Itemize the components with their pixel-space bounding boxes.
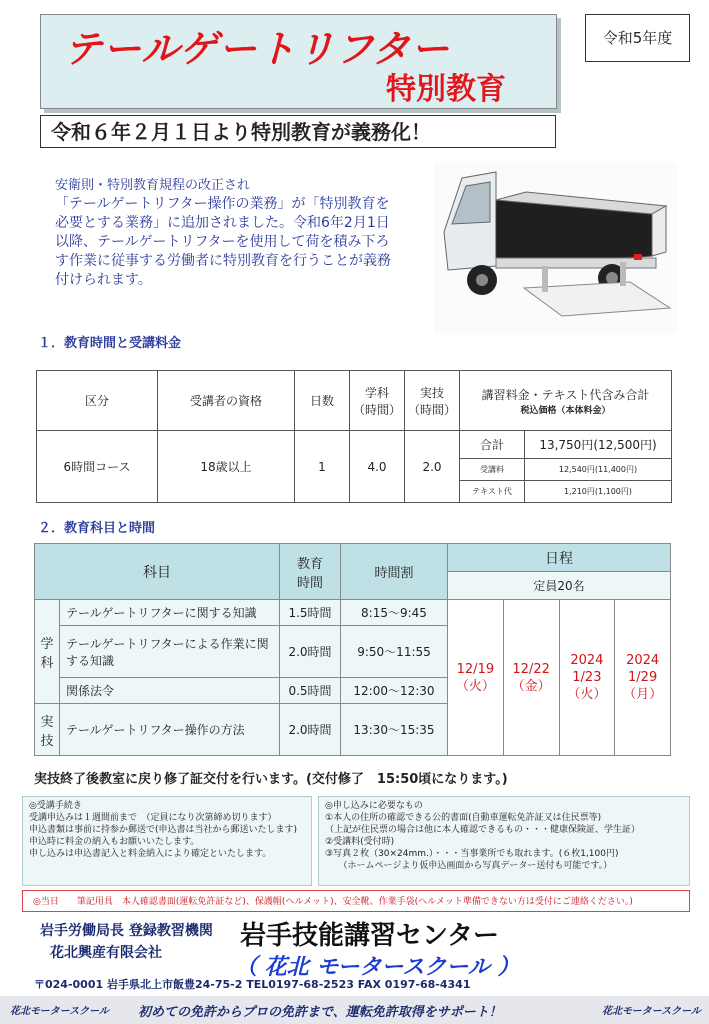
fee-value: 1,210円(1,100円) (525, 481, 672, 503)
intro-body: 「テールゲートリフター操作の業務」が「特別教育を必要とする業務」に追加されました。令和6年2月1日以降、テールゲートリフターを使用して荷を積み下ろす作業に従事する労働者に特別教育を行うことが義務付けられます。 (55, 196, 391, 288)
section2-title: ２．教育科目と時間 (38, 521, 156, 536)
fee-value: 12,540円(11,400円) (525, 459, 672, 481)
col-division: 区分 (37, 371, 158, 431)
col-qualification: 受講者の資格 (158, 371, 295, 431)
fee-note: 税込価格（本体料金） (520, 405, 611, 416)
col-schedule: 時間割 (341, 544, 448, 600)
fee-heading: 講習料金・テキスト代含み合計 (481, 387, 650, 402)
course-name: 6時間コース (37, 431, 158, 503)
subject-name: テールゲートリフターに関する知識 (60, 600, 280, 626)
subject-time: 8:15～9:45 (341, 600, 448, 626)
col-hours: 教育 時間 (280, 544, 341, 600)
center-name: 岩手技能講習センター (240, 921, 499, 951)
col-practice: 実技 （時間） (405, 371, 460, 431)
intro-lead: 安衛則・特別教育規程の改正され (55, 178, 251, 193)
section1-title: １．教育時間と受講料金 (38, 336, 182, 351)
course-qualification: 18歳以上 (158, 431, 295, 503)
footer-logo-left: 花北モータースクール (10, 1006, 109, 1017)
requirements-box (318, 796, 690, 886)
col-fee (460, 371, 672, 431)
requirements-title: ◎申し込みに必要なもの (325, 801, 423, 811)
course-practice: 2.0 (405, 431, 460, 503)
headline-bar: 令和６年２月１日より特別教育が義務化！ (40, 115, 556, 148)
subject-name: 関係法令 (60, 678, 280, 704)
subject-time: 13:30～15:35 (341, 704, 448, 756)
fee-label: 受講料 (460, 459, 525, 481)
date-1: 12/19 （火） (448, 600, 504, 756)
procedure-body: 受講申込みは１週間前まで （定員になり次第締め切ります） 申込書類は事前に持参か郵送で(申込書は当社から郵送いたします) 申込時に料金の納入もお願いいたします。 申し込みは申込書記入と料金納入により確定といたします。 (29, 813, 298, 859)
subject-hours: 2.0時間 (280, 704, 341, 756)
subject-time: 9:50～11:55 (341, 626, 448, 678)
date-2: 12/22 （金） (503, 600, 559, 756)
subject-time: 12:00～12:30 (341, 678, 448, 704)
requirements-body: ①本人の住所の確認できる公的書面(自動車運転免許証又は住民票等) （上記が住民票の場合は他に本人確認できるもの・・・健康保険証、学生証） ②受講料(受付時) ③写真２枚（30×24mm.）・・・当事業所でも取れます。(６枚1,100円) （ホームページより仮申込画面から写真データー送付も可能です。） (325, 813, 641, 871)
footer-logo-right: 花北モータースクール (602, 1006, 701, 1017)
procedure-box (22, 796, 312, 886)
page-subtitle: 特別教育 (386, 72, 506, 107)
date-3: 2024 1/23 （火） (559, 600, 615, 756)
subject-hours: 2.0時間 (280, 626, 341, 678)
fee-label: テキスト代 (460, 481, 525, 503)
subject-hours: 1.5時間 (280, 600, 341, 626)
theory-label: 学 科 (35, 600, 60, 704)
subject-name: テールゲートリフターによる作業に関する知識 (60, 626, 280, 678)
completion-note: 実技終了後教室に戻り修了証交付を行います。(交付修了 15:50頃になります。) (34, 772, 508, 787)
subject-name: テールゲートリフター操作の方法 (60, 704, 280, 756)
footer-slogan: 初めての免許からプロの免許まで、運転免許取得をサポート！ (138, 1005, 502, 1020)
course-theory: 4.0 (350, 431, 405, 503)
year-badge: 令和5年度 (585, 14, 690, 62)
col-days: 日数 (295, 371, 350, 431)
col-theory: 学科 （時間） (350, 371, 405, 431)
date-4: 2024 1/29 （月） (615, 600, 671, 756)
school-name: （ 花北 モータースクール ） (235, 955, 520, 980)
fee-label: 合計 (460, 431, 525, 459)
schedule-table (34, 543, 671, 756)
page-title: テールゲートリフター (64, 27, 450, 71)
practice-label: 実 技 (35, 704, 60, 756)
address-contact: 〒024-0001 岩手県北上市飯豊24-75-2 TEL0197-68-2523 FAX 0197-68-4341 (34, 978, 471, 991)
col-subject: 科目 (35, 544, 280, 600)
course-days: 1 (295, 431, 350, 503)
footer-bar (0, 996, 709, 1024)
subject-hours: 0.5時間 (280, 678, 341, 704)
org-registration: 岩手労働局長 登録教習機関 (40, 923, 213, 939)
fee-table (36, 370, 672, 503)
org-company: 花北興産有限会社 (50, 945, 162, 961)
col-dates: 日程 (448, 544, 671, 572)
tailgate-truck-illustration (434, 162, 677, 334)
procedure-title: ◎受講手続き (29, 801, 82, 811)
capacity: 定員20名 (448, 572, 671, 600)
fee-value: 13,750円(12,500円) (525, 431, 672, 459)
bring-items: ◎当日 筆記用具 本人確認書面(運転免許証など)、保護帽(ヘルメット)、安全靴、作業手袋(ヘルメット準備できない方は受付にご連絡ください。) (22, 890, 690, 912)
